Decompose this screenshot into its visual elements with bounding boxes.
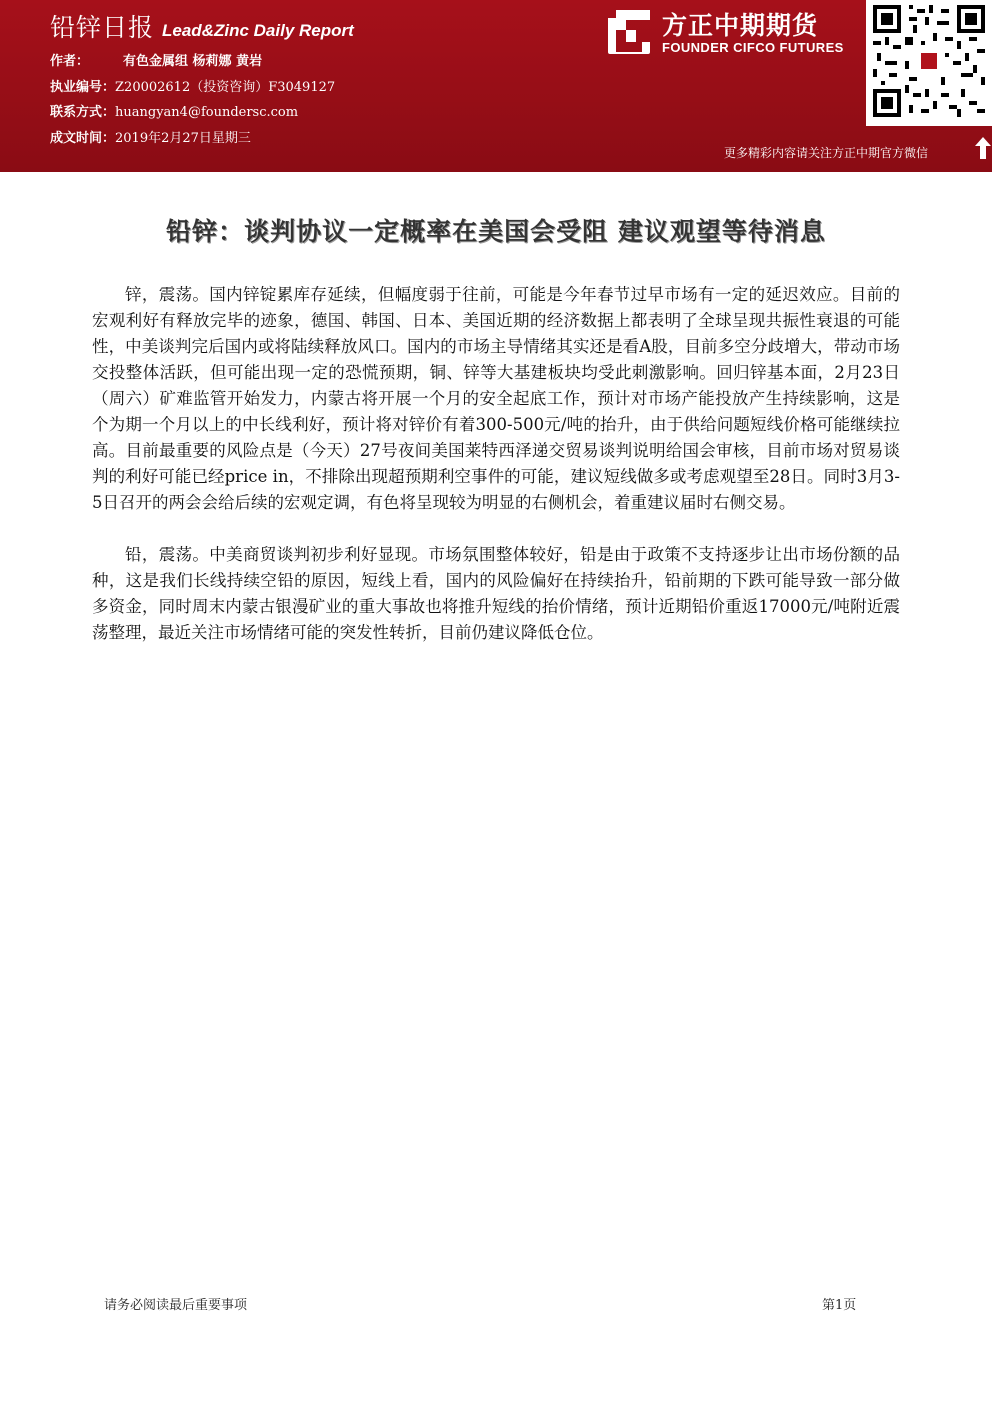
contact-row	[50, 105, 335, 131]
logo-text-en: FOUNDER CIFCO FUTURES	[662, 40, 844, 55]
arrow-up-icon	[974, 136, 992, 160]
report-title-cn: 铅锌日报	[50, 13, 155, 42]
date-label: 成文时间：	[50, 130, 116, 146]
page-number: 第1页	[822, 1298, 857, 1313]
license-value: Z20002612（投资咨询）F3049127	[115, 79, 336, 95]
qr-code-icon	[873, 5, 985, 117]
date-row	[50, 131, 335, 157]
contact-label: 联系方式：	[50, 105, 116, 120]
license-label: 执业编号：	[50, 79, 116, 95]
report-header	[0, 0, 992, 172]
logo-text-cn: 方正中期期货	[662, 11, 819, 40]
license-row	[50, 80, 335, 106]
report-title-en: Lead&Zinc Daily Report	[162, 21, 354, 40]
wechat-qr-code	[866, 0, 992, 126]
follow-wechat-text: 更多精彩内容请关注方正中期官方微信	[724, 146, 929, 160]
author-label: 作者：	[50, 54, 90, 69]
author-value: 有色金属组 杨莉娜 黄岩	[123, 54, 263, 69]
document-body	[92, 282, 900, 672]
footer-notice: 请务必阅读最后重要事项	[104, 1298, 248, 1313]
contact-email[interactable]: huangyan4@foundersc.com	[115, 105, 299, 120]
company-logo	[606, 8, 858, 60]
founder-logo-icon	[606, 8, 652, 54]
report-title-block	[50, 8, 354, 44]
author-row	[50, 54, 335, 80]
paragraph-lead: 铅，震荡。中美商贸谈判初步利好显现。市场氛围整体较好，铅是由于政策不支持逐步让出市场份额的品种，这是我们长线持续空铅的原因，短线上看，国内的风险偏好在持续抬升，铅前期的下跌可能导致一部分做多资金，同时周末内蒙古银漫矿业的重大事故也将推升短线的抬价情绪，预计近期铅价重返17000元/吨附近震荡整理，最近关注市场情绪可能的突发性转折，目前仍建议降低仓位。	[92, 545, 900, 642]
document-title: 铅锌：谈判协议一定概率在美国会受阻 建议观望等待消息	[166, 217, 826, 246]
date-value: 2019年2月27日星期三	[115, 130, 251, 146]
paragraph-zinc: 锌，震荡。国内锌锭累库存延续，但幅度弱于往前，可能是今年春节过早市场有一定的延迟效应。目前的宏观利好有释放完毕的迹象，德国、韩国、日本、美国近期的经济数据上都表明了全球呈现共振性衰退的可能性，中美谈判完后国内或将陆续释放风口。国内的市场主导情绪其实还是看A股，目前多空分歧增大，带动市场交投整体活跃，但可能出现一定的恐慌预期，铜、锌等大基建板块均受此刺激影响。回归锌基本面，2月23日（周六）矿难监管开始发力，内蒙古将开展一个月的安全起底工作，预计对市场产能投放产生持续影响，这是个为期一个月以上的中长线利好，预计将对锌价有着300-500元/吨的抬升，由于供给问题短线价格可能继续拉高。目前最重要的风险点是（今天）27号夜间美国莱特西泽递交贸易谈判说明给国会审核，目前市场对贸易谈判的利好可能已经price in，不排除出现超预期利空事件的可能，建议短线做多或考虑观望至28日。同时3月3-5日召开的两会会给后续的宏观定调，有色将呈现较为明显的右侧机会，着重建议届时右侧交易。	[92, 285, 900, 512]
report-meta	[50, 54, 335, 156]
